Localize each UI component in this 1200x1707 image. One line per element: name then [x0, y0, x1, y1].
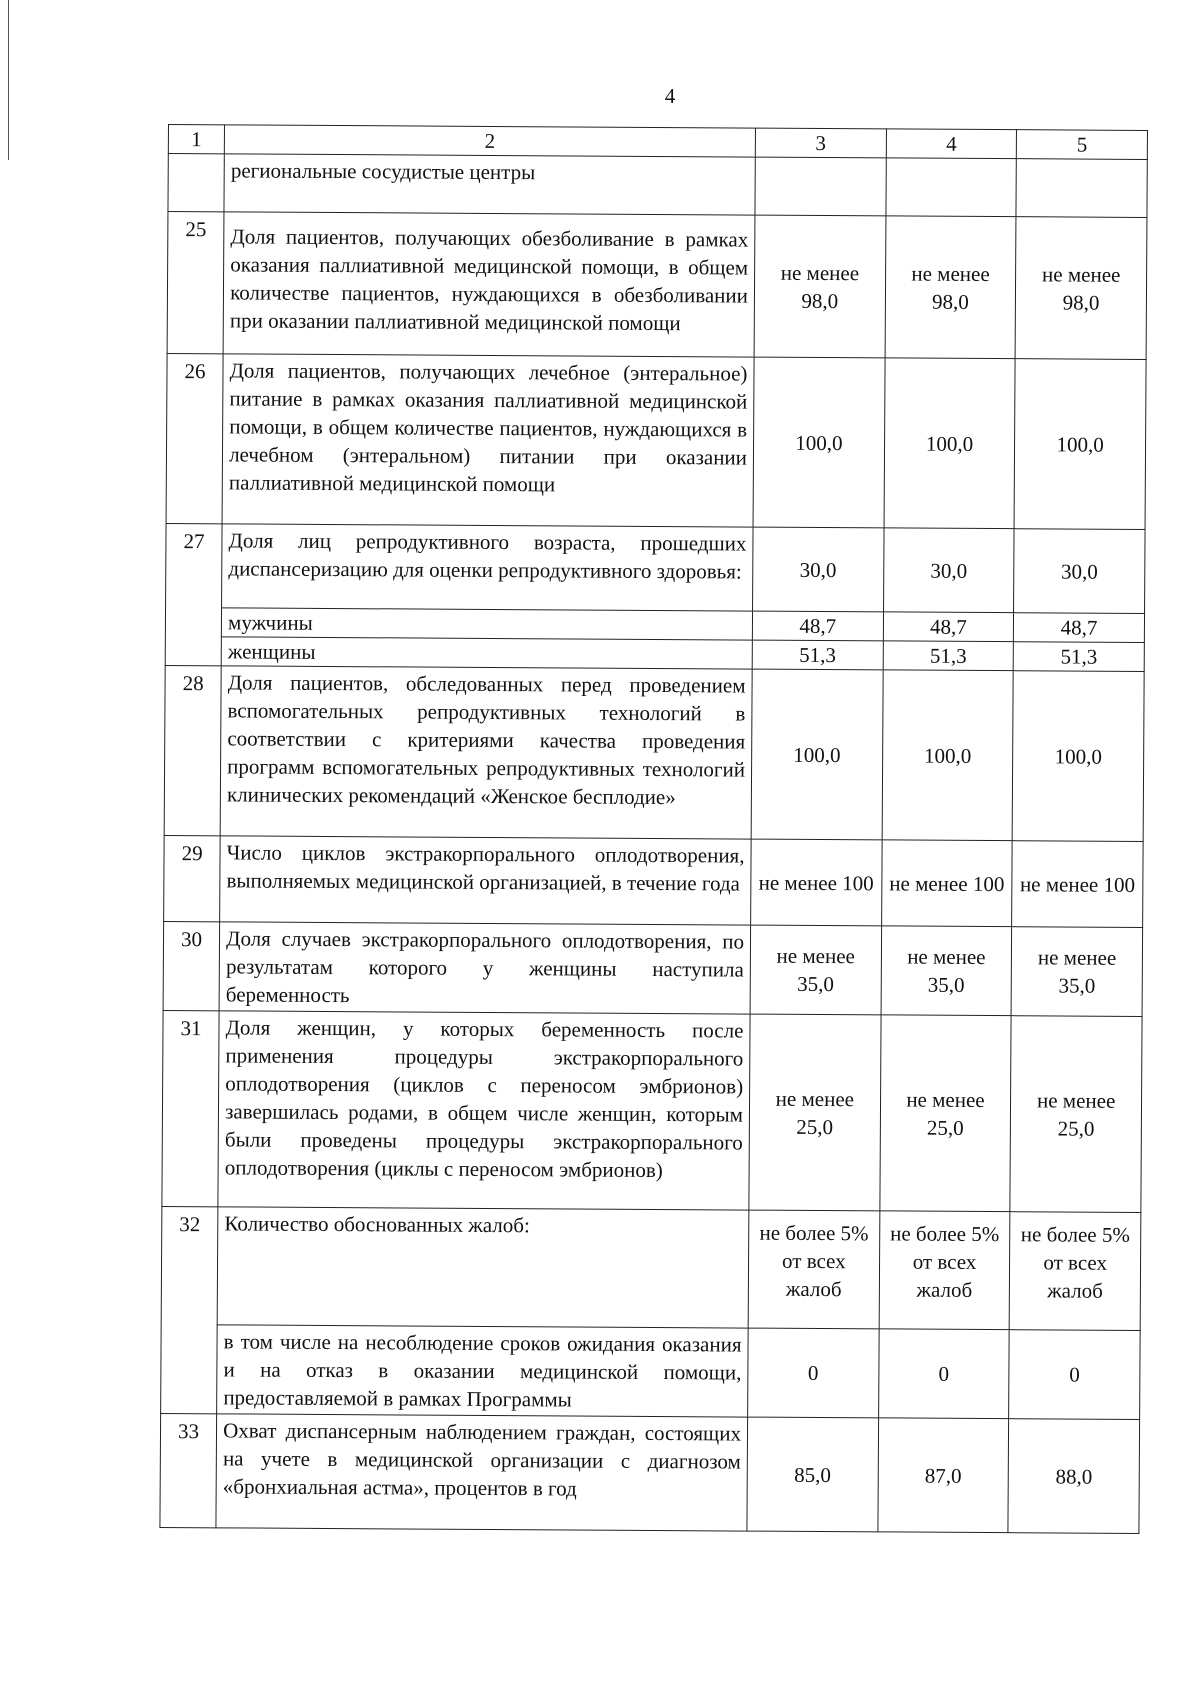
table-row	[162, 1010, 1142, 1212]
value-cell: 30,0	[753, 527, 884, 612]
value-cell: не более 5% от всех жалоб	[879, 1211, 1010, 1330]
value-cell: 88,0	[1008, 1419, 1139, 1534]
value-cell: 87,0	[878, 1418, 1009, 1533]
value-cell: 100,0	[884, 358, 1016, 529]
row-number: 31	[162, 1010, 219, 1206]
row-description: Доля пациентов, обследованных перед проведением вспомогательных репродуктивных технологий в соответствии с критериями качества проведения программ вспомогательных репродуктивных технологий клинических рекомендаций «Женское бесплодие»	[220, 666, 752, 839]
table-row	[160, 1413, 1140, 1533]
row-description: в том числе на несоблюдение сроков ожидания оказания и на отказ в оказании медицинской помощи, предоставляемой в рамках Программы	[217, 1325, 748, 1417]
value-cell	[755, 157, 886, 216]
table-row	[166, 353, 1146, 529]
value-cell: 30,0	[1014, 529, 1145, 614]
table-row	[168, 154, 1147, 218]
value-cell: не менее 25,0	[880, 1015, 1012, 1212]
row-description: Охват диспансерным наблюдением граждан, состоящих на учете в медицинской организации с диагнозом «бронхиальная астма», процентов в год	[216, 1414, 748, 1531]
row-description: Доля пациентов, получающих обезболивание в рамках оказания паллиативной медицинской помощи, в общем количестве пациентов, нуждающихся в обезболивании при оказании паллиативной медицинской помощи	[223, 212, 755, 357]
value-cell: 0	[1009, 1330, 1140, 1420]
value-cell: не менее 100	[751, 839, 882, 926]
header-cell: 1	[168, 125, 224, 154]
value-cell: 48,7	[1014, 613, 1145, 643]
value-cell: не менее 25,0	[749, 1014, 881, 1211]
row-number: 32	[161, 1206, 218, 1413]
row-number: 26	[166, 353, 223, 523]
row-number: 27	[165, 523, 222, 665]
value-cell: 48,7	[752, 611, 883, 641]
page-edge-line	[8, 0, 9, 160]
value-cell: 100,0	[751, 669, 883, 840]
value-cell: 85,0	[747, 1417, 878, 1532]
value-cell: не менее 98,0	[1015, 217, 1147, 360]
header-cell: 4	[886, 129, 1017, 159]
value-cell: не менее 100	[881, 840, 1012, 927]
header-cell: 5	[1017, 130, 1148, 160]
row-number: 30	[163, 921, 220, 1010]
value-cell: 100,0	[1012, 671, 1144, 842]
value-cell: 51,3	[883, 641, 1014, 671]
row-description: Число циклов экстракорпорального оплодотворения, выполняемых медицинской организацией, в течение года	[220, 836, 751, 925]
value-cell: не более 5% от всех жалоб	[748, 1210, 879, 1329]
header-cell: 2	[224, 125, 755, 157]
table-row	[161, 1324, 1141, 1419]
indicators-table	[159, 124, 1148, 1534]
value-cell: не более 5% от всех жалоб	[1009, 1212, 1140, 1331]
row-description: Доля лиц репродуктивного возраста, прошедших диспансеризацию для оценки репродуктивного здоровья:	[222, 524, 753, 611]
row-description: Доля пациентов, получающих лечебное (энтеральное) питание в рамках оказания паллиативной медицинской помощи, в общем количестве пациентов, нуждающихся в лечебном (энтеральном) питании при оказании паллиативной медицинской помощи	[222, 354, 754, 527]
header-cell: 3	[755, 128, 886, 158]
row-description: мужчины	[222, 608, 753, 640]
row-description: Количество обоснованных жалоб:	[217, 1207, 749, 1328]
row-number	[168, 154, 224, 212]
table-row	[164, 835, 1144, 927]
row-number: 28	[164, 665, 221, 835]
value-cell: не менее 100	[1012, 841, 1143, 928]
page-number: 4	[664, 84, 676, 108]
table-row	[164, 665, 1144, 841]
value-cell: не менее 98,0	[885, 216, 1017, 359]
row-number: 29	[164, 835, 221, 921]
value-cell: 100,0	[753, 357, 885, 528]
value-cell	[1016, 159, 1147, 218]
value-cell: не менее 98,0	[754, 215, 886, 358]
value-cell: 100,0	[882, 670, 1014, 841]
row-description: Доля случаев экстракорпорального оплодотворения, по результатам которого у женщины наступила беременность	[219, 922, 750, 1014]
value-cell: не менее 35,0	[881, 926, 1012, 1016]
row-description: региональные сосудистые центры	[224, 154, 755, 215]
value-cell: 51,3	[752, 640, 883, 670]
value-cell	[886, 158, 1017, 217]
table-row	[167, 212, 1147, 360]
value-cell: 51,3	[1013, 642, 1144, 672]
table-row	[166, 523, 1145, 613]
row-number: 33	[160, 1413, 217, 1527]
row-description: женщины	[221, 637, 752, 669]
table-row	[161, 1206, 1141, 1330]
value-cell: не менее 25,0	[1010, 1016, 1142, 1213]
row-number: 25	[167, 212, 224, 354]
value-cell: 0	[748, 1328, 879, 1418]
table-row	[163, 921, 1143, 1016]
value-cell: не менее 35,0	[1011, 927, 1142, 1017]
value-cell: 30,0	[883, 528, 1014, 613]
value-cell: 0	[878, 1329, 1009, 1419]
value-cell: 48,7	[883, 612, 1014, 642]
value-cell: 100,0	[1014, 359, 1146, 530]
row-description: Доля женщин, у которых беременность после применения процедуры экстракорпорального оплодотворения (циклов с переносом эмбрионов) завершилась родами, в общем числе женщин, которым были проведены процедуры экстракорпорального оплодотворения (циклы с переносом эмбрионов)	[218, 1011, 750, 1210]
value-cell: не менее 35,0	[750, 925, 881, 1015]
